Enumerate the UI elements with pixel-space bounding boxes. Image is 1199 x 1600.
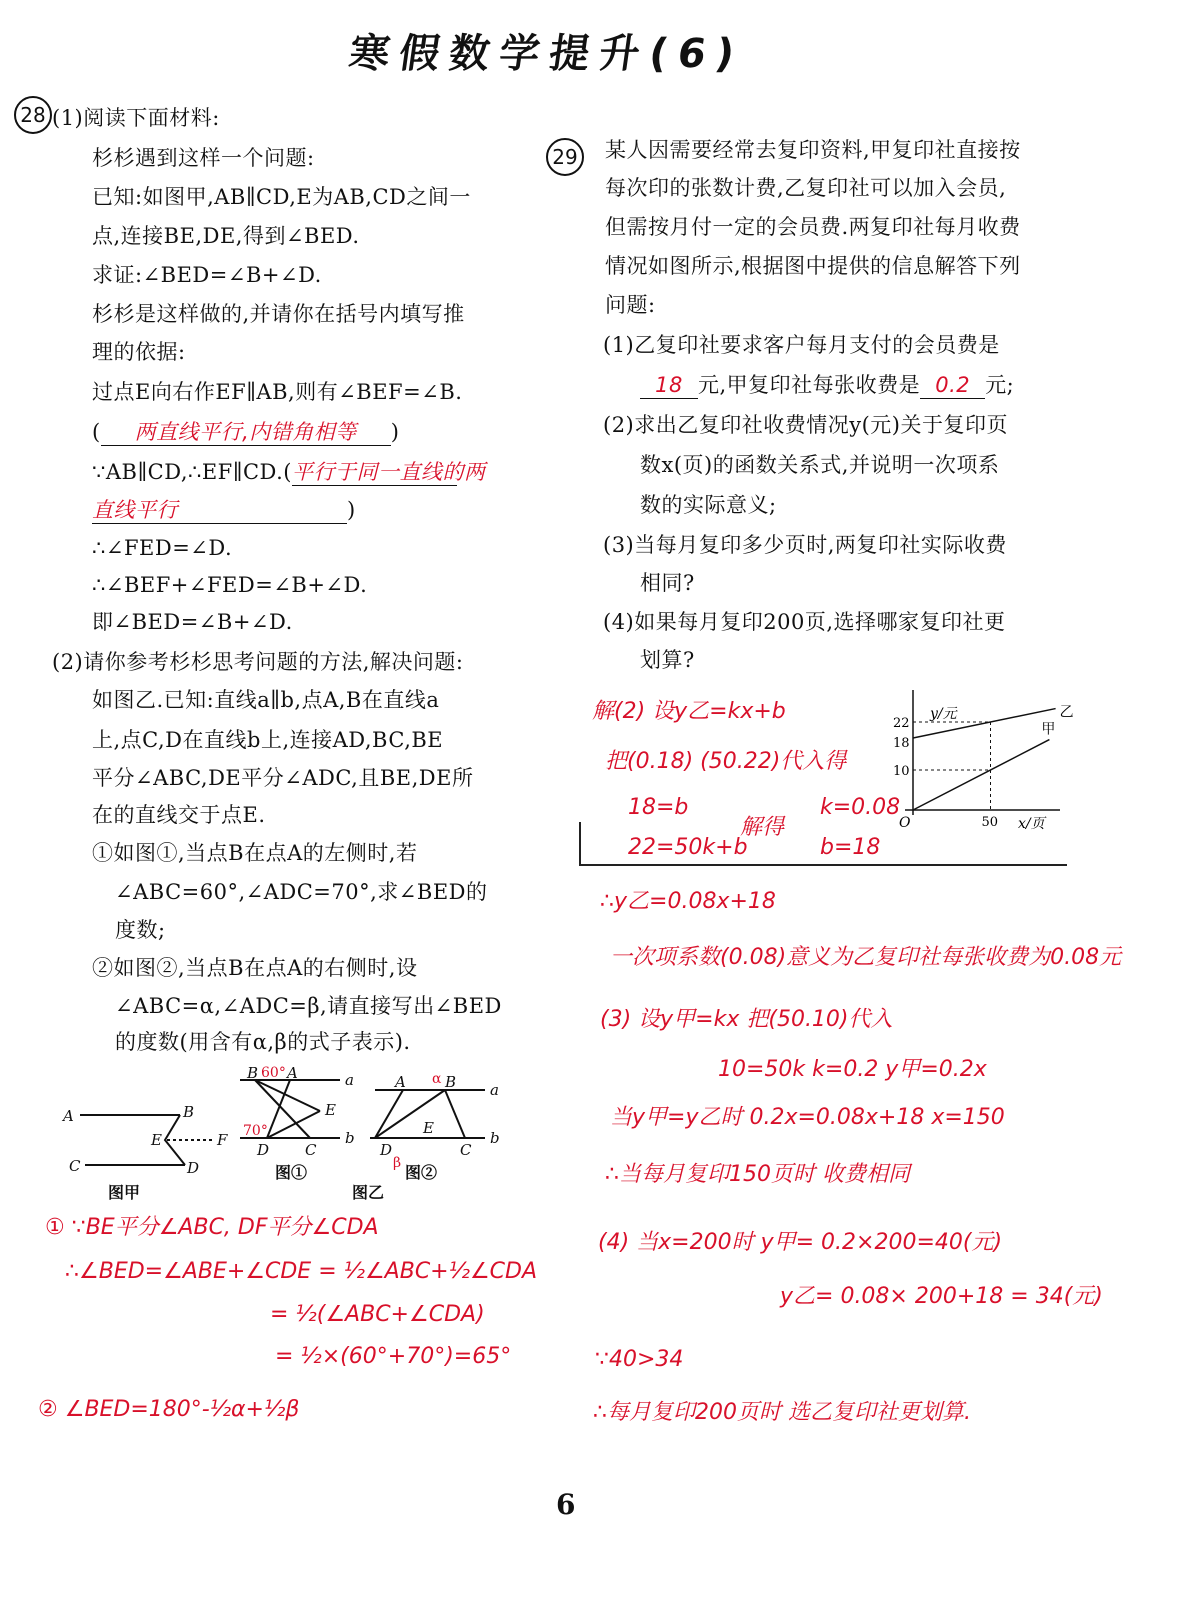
y-tick-label: 10 bbox=[893, 764, 910, 779]
question-number-28: 28 bbox=[14, 96, 52, 134]
text: 元; bbox=[985, 373, 1015, 397]
handwritten-solution-line: ∴当每月复印150页时 收费相同 bbox=[605, 1162, 910, 1187]
y-tick-label: 18 bbox=[893, 736, 910, 751]
handwritten-solution-line: y乙= 0.08× 200+18 = 34(元) bbox=[780, 1284, 1103, 1309]
text-line: (2)求出乙复印社收费情况y(元)关于复印页 bbox=[603, 413, 1008, 437]
svg-text:D: D bbox=[257, 1141, 270, 1159]
text-line: 求证:∠BED=∠B+∠D. bbox=[92, 263, 322, 287]
text-line: 某人因需要经常去复印资料,甲复印社直接按 bbox=[605, 138, 1021, 162]
caption-fig1: 图① bbox=[275, 1163, 308, 1182]
handwritten-solution-line: ∴∠BED=∠ABE+∠CDE = ½∠ABC+½∠CDA bbox=[65, 1259, 538, 1284]
handwritten-solution-line: = ½×(60°+70°)=65° bbox=[275, 1344, 512, 1369]
svg-text:D: D bbox=[380, 1141, 393, 1159]
text-line: 如图乙.已知:直线a∥b,点A,B在直线a bbox=[92, 688, 440, 712]
x-axis-label: x/页 bbox=[1018, 816, 1045, 832]
reason-blank-1 bbox=[92, 419, 399, 446]
svg-text:F: F bbox=[217, 1131, 228, 1149]
text-line: ∴∠BEF+∠FED=∠B+∠D. bbox=[92, 573, 368, 597]
text-line: 点,连接BE,DE,得到∠BED. bbox=[92, 224, 360, 248]
text-line: 过点E向右作EF∥AB,则有∠BEF=∠B. bbox=[92, 380, 463, 404]
handwritten-solution-line: 当y甲=y乙时 0.2x=0.08x+18 x=150 bbox=[610, 1105, 1005, 1130]
answer-price: 0.2 bbox=[920, 372, 985, 399]
text-line: (2)请你参考杉杉思考问题的方法,解决问题: bbox=[52, 650, 464, 674]
handwritten-solution-line: 一次项系数(0.08)意义为乙复印社每张收费为0.08元 bbox=[610, 945, 1122, 970]
svg-text:C: C bbox=[305, 1141, 317, 1159]
handwritten-solution-line: ∴y乙=0.08x+18 bbox=[600, 889, 776, 914]
svg-text:D: D bbox=[187, 1159, 200, 1177]
text-line: 划算? bbox=[640, 648, 695, 672]
caption-jia: 图甲 bbox=[108, 1183, 141, 1202]
text-line: 已知:如图甲,AB∥CD,E为AB,CD之间一 bbox=[92, 185, 471, 209]
x-tick-label: 50 bbox=[981, 815, 999, 830]
question-number-29: 29 bbox=[546, 138, 584, 176]
text-line: 相同? bbox=[640, 571, 695, 595]
series-label: 甲 bbox=[1041, 721, 1056, 738]
angle-70-label: 70° bbox=[243, 1123, 268, 1139]
paren-close: ) bbox=[347, 498, 356, 522]
beta-label: β bbox=[393, 1155, 402, 1171]
text-line: (1)阅读下面材料: bbox=[52, 106, 220, 130]
text-line: ①如图①,当点B在点A的左侧时,若 bbox=[92, 841, 418, 865]
text-line: (3)当每月复印多少页时,两复印社实际收费 bbox=[603, 533, 1007, 557]
y-tick-label: 22 bbox=[893, 716, 910, 731]
text-line: 问题: bbox=[605, 293, 656, 317]
svg-text:a: a bbox=[345, 1071, 354, 1089]
handwritten-solution-line: = ½(∠ABC+∠CDA) bbox=[270, 1302, 485, 1327]
handwritten-solution-line: 10=50k k=0.2 y甲=0.2x bbox=[718, 1057, 987, 1082]
answer-fee: 18 bbox=[640, 372, 698, 399]
handwritten-solution-line: ∵40>34 bbox=[595, 1347, 684, 1372]
caption-fig2: 图② bbox=[405, 1163, 438, 1182]
paren-open: ( bbox=[92, 420, 101, 444]
svg-text:B: B bbox=[183, 1103, 195, 1121]
caption-yi: 图乙 bbox=[352, 1183, 385, 1202]
svg-text:A: A bbox=[63, 1107, 74, 1125]
svg-text:b: b bbox=[345, 1129, 355, 1147]
series-label: 乙 bbox=[1059, 704, 1074, 721]
alpha-label: α bbox=[432, 1071, 442, 1087]
svg-text:E: E bbox=[151, 1131, 162, 1149]
paren-close: ) bbox=[390, 420, 400, 444]
svg-text:b: b bbox=[490, 1129, 500, 1147]
text-line: 即∠BED=∠B+∠D. bbox=[92, 610, 293, 634]
text-line: ∠ABC=60°,∠ADC=70°,求∠BED的 bbox=[115, 880, 488, 904]
origin-label: O bbox=[899, 815, 911, 831]
handwritten-solution-line: 把(0.18) (50.22)代入得 bbox=[605, 749, 847, 774]
text-line: 平分∠ABC,DE平分∠ADC,且BE,DE所 bbox=[92, 766, 474, 790]
page-title: 寒假数学提升(6) bbox=[346, 31, 748, 77]
text-line: 每次印的张数计费,乙复印社可以加入会员, bbox=[605, 176, 1007, 200]
handwritten-solution-line: 解得 bbox=[740, 815, 785, 840]
svg-text:E: E bbox=[423, 1119, 434, 1137]
handwritten-solution-line: b=18 bbox=[820, 835, 881, 860]
handwritten-solution-line: k=0.08 bbox=[820, 795, 901, 820]
text-line: 的度数(用含有α,β的式子表示). bbox=[115, 1030, 411, 1054]
divider bbox=[579, 822, 581, 866]
svg-text:B: B bbox=[445, 1073, 457, 1091]
text-line: 度数; bbox=[115, 918, 166, 942]
handwritten-solution-line: (3) 设y甲=kx 把(50.10)代入 bbox=[600, 1007, 893, 1032]
handwritten-solution-line: 18=b bbox=[628, 795, 689, 820]
y-axis-label: y/元 bbox=[930, 706, 957, 722]
handwritten-solution-line: ① ∵BE平分∠ABC, DF平分∠CDA bbox=[45, 1215, 379, 1240]
divider bbox=[579, 864, 1067, 866]
handwritten-solution-line: ② ∠BED=180°-½α+½β bbox=[38, 1397, 300, 1422]
text-line: ∴∠FED=∠D. bbox=[92, 536, 233, 560]
text-line: 杉杉是这样做的,并请你在括号内填写推 bbox=[92, 302, 465, 326]
text: 元,甲复印社每张收费是 bbox=[698, 373, 921, 397]
text-line: 理的依据: bbox=[92, 340, 186, 364]
text-line: ②如图②,当点B在点A的右侧时,设 bbox=[92, 956, 418, 980]
svg-text:a: a bbox=[490, 1081, 499, 1099]
series-line-jia bbox=[913, 740, 1049, 810]
text-line: (1)乙复印社要求客户每月支付的会员费是 bbox=[603, 333, 1000, 357]
svg-text:C: C bbox=[69, 1157, 81, 1175]
text-line: 在的直线交于点E. bbox=[92, 803, 266, 827]
angle-60-label: 60° bbox=[261, 1065, 286, 1081]
handwritten-solution-line: ∴每月复印200页时 选乙复印社更划算. bbox=[593, 1400, 971, 1425]
svg-text:C: C bbox=[460, 1141, 472, 1159]
svg-text:B: B bbox=[247, 1064, 259, 1082]
handwritten-solution-line: 22=50k+b bbox=[628, 835, 748, 860]
text-line: ∠ABC=α,∠ADC=β,请直接写出∠BED bbox=[115, 994, 502, 1018]
text-line: 数x(页)的函数关系式,并说明一次项系 bbox=[640, 453, 1000, 477]
page-number: 6 bbox=[556, 1488, 576, 1521]
answer-blank-2b: 直线平行 bbox=[92, 497, 347, 524]
text-line: 数的实际意义; bbox=[640, 493, 777, 517]
text-line: 上,点C,D在直线b上,连接AD,BC,BE bbox=[92, 728, 444, 752]
svg-text:A: A bbox=[395, 1073, 406, 1091]
answer-blank-1: 两直线平行,内错角相等 bbox=[101, 419, 391, 446]
answer-blank-2a: 平行于同一直线的两 bbox=[291, 460, 486, 484]
text-line: 杉杉遇到这样一个问题: bbox=[92, 146, 315, 170]
text: ∵AB∥CD,∴EF∥CD.( bbox=[92, 460, 292, 484]
handwritten-solution-line: (4) 当x=200时 y甲= 0.2×200=40(元) bbox=[598, 1230, 1003, 1255]
text-line: 但需按月付一定的会员费.两复印社每月收费 bbox=[605, 215, 1021, 239]
svg-text:E: E bbox=[325, 1101, 336, 1119]
text-line: (4)如果每月复印200页,选择哪家复印社更 bbox=[603, 610, 1006, 634]
svg-text:A: A bbox=[287, 1064, 298, 1082]
text-line: 情况如图所示,根据图中提供的信息解答下列 bbox=[605, 254, 1021, 278]
answer-line-1 bbox=[640, 372, 1014, 399]
reason-line-2b bbox=[92, 497, 356, 524]
cost-graph bbox=[885, 685, 1074, 835]
handwritten-solution-line: 解(2) 设y乙=kx+b bbox=[592, 699, 786, 724]
reason-line-2 bbox=[92, 459, 486, 486]
